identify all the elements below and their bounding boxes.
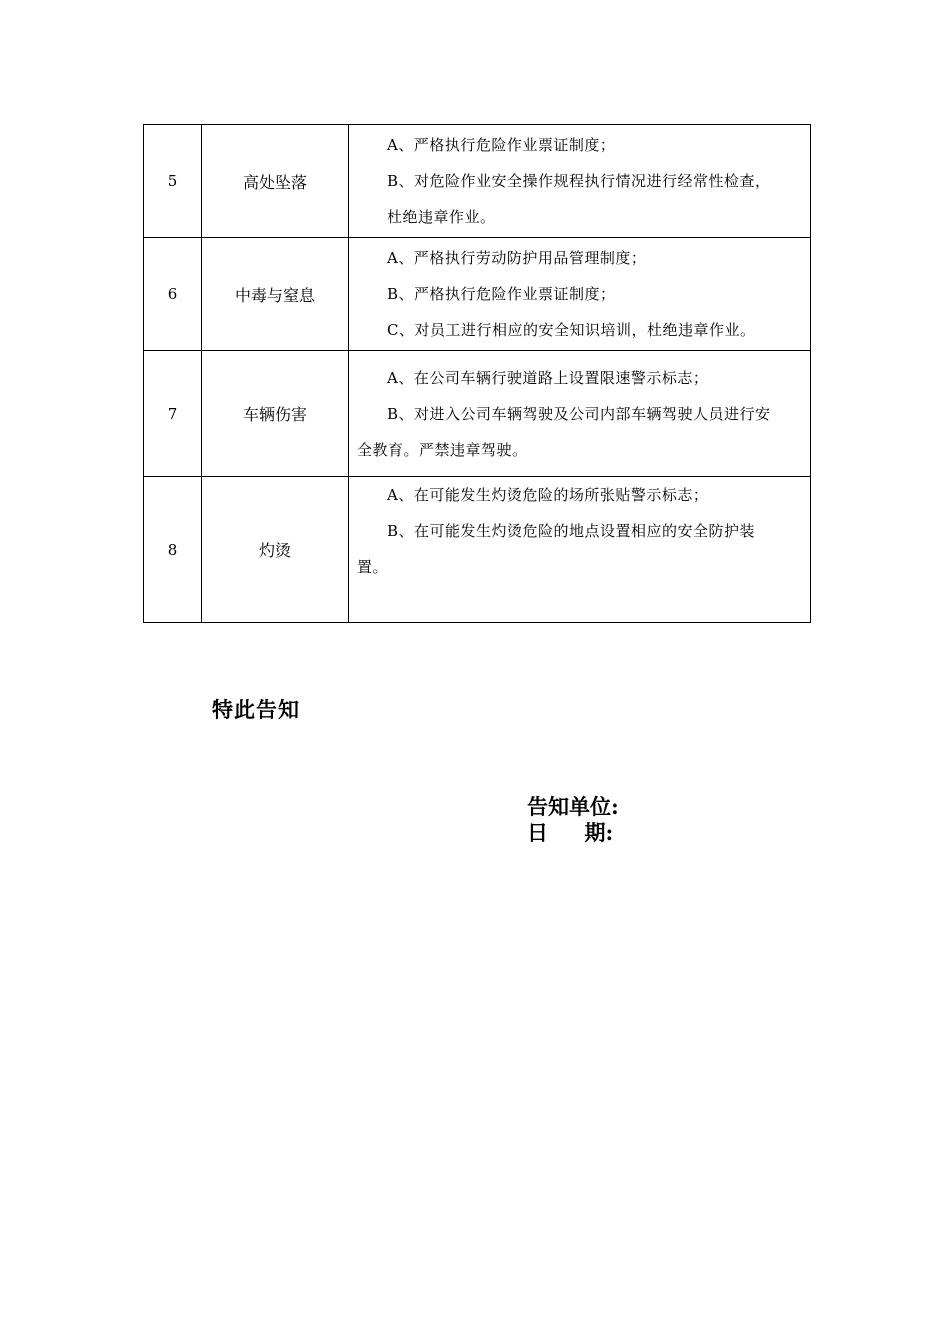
measure-line: 杜绝违章作业。	[387, 208, 496, 226]
row-number: 6	[144, 238, 202, 351]
measure-line: 置。	[357, 558, 389, 576]
measure-line: A、严格执行危险作业票证制度；	[387, 136, 616, 154]
measures-cell	[349, 477, 811, 623]
measure-line: B、在可能发生灼烫危险的地点设置相应的安全防护装	[387, 522, 756, 540]
date-label: 日 期:	[527, 820, 614, 845]
hazard-name: 车辆伤害	[202, 351, 349, 477]
measure-line: A、在可能发生灼烫危险的场所张贴警示标志；	[387, 486, 709, 504]
measure-line: 全教育。严禁违章驾驶。	[357, 440, 528, 459]
risk-measures-table	[143, 124, 811, 623]
measures-cell	[349, 125, 811, 238]
table-row	[144, 477, 811, 623]
row-number: 5	[144, 125, 202, 238]
measure-line: B、严格执行危险作业票证制度；	[387, 285, 616, 303]
measure-line: A、严格执行劳动防护用品管理制度；	[387, 249, 647, 267]
table-row	[144, 125, 811, 238]
signature-block	[527, 794, 619, 846]
hazard-name: 灼烫	[202, 477, 349, 623]
measure-line: B、对进入公司车辆驾驶及公司内部车辆驾驶人员进行安	[387, 404, 771, 423]
table-row	[144, 351, 811, 477]
hazard-name: 高处坠落	[202, 125, 349, 238]
measures-cell	[349, 351, 811, 477]
table-row	[144, 238, 811, 351]
measure-line: B、对危险作业安全操作规程执行情况进行经常性检查，	[387, 172, 771, 190]
measure-line: C、对员工进行相应的安全知识培训，杜绝违章作业。	[387, 321, 756, 339]
row-number: 7	[144, 351, 202, 477]
issuing-unit-label: 告知单位:	[527, 794, 619, 819]
row-number: 8	[144, 477, 202, 623]
measures-cell	[349, 238, 811, 351]
measure-line: A、在公司车辆行驶道路上设置限速警示标志；	[387, 368, 709, 387]
notice-heading: 特此告知	[212, 697, 300, 722]
hazard-name: 中毒与窒息	[202, 238, 349, 351]
